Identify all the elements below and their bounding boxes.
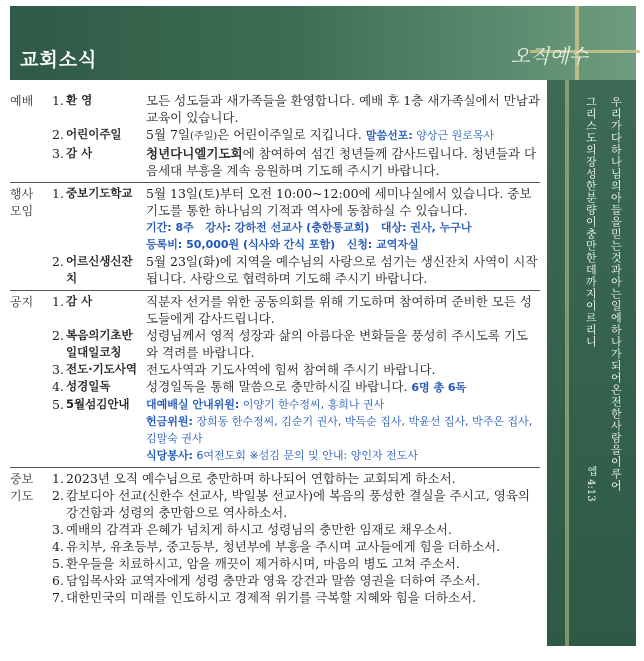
list-item: 4. 성경일독 성경일독을 통해 말씀으로 충만하시길 바랍니다. 6명 총 6독 xyxy=(52,378,540,396)
scripture-line-1: 우리가다하나님의아들을믿는것과아는일에하나가되어온전한사람을이루어 xyxy=(609,96,623,492)
item-label: 감 사 xyxy=(66,146,93,160)
section-events xyxy=(10,183,540,291)
list-item: 2. 어르신생신잔치 5월 23일(화)에 지역을 예수님의 사랑으로 섬기는 생신잔치 사역이 시작됩니다. 사랑으로 협력하며 기도해 주시기 바랍니다. xyxy=(52,253,540,287)
list-item: 3. 예배의 감격과 은혜가 넘치게 하시고 성령님의 충만한 임재로 채우소서. xyxy=(52,522,452,537)
list-item: 6. 담임목사와 교역자에게 성령 충만과 영육 강건과 말씀 영권을 더하여 주소서. xyxy=(52,573,481,588)
item-text: 모든 성도들과 새가족들을 환영합니다. 예배 후 1층 새가족실에서 만남과 교육이 있습니다. xyxy=(146,93,540,125)
cross-decoration-vertical xyxy=(565,80,569,646)
item-text: 5월 7일(주일)은 어린이주일로 지킵니다. 말씀선포: 양상근 원로목사 xyxy=(146,127,495,142)
list-item: 3. 감 사 청년다니엘기도회에 참여하여 섬긴 청년들께 감사드립니다. 청년들과 다음세대 부흥을 계속 응원하며 기도해 주시기 바랍니다. xyxy=(52,145,540,179)
item-details: 기간: 8주 강사: 강하전 선교사 (충한통교회) 대상: 권사, 누구나 xyxy=(146,221,472,234)
item-details: 등록비: 50,000원 (식사와 간식 포함) 신청: 교역자실 xyxy=(146,238,419,251)
prayer-list xyxy=(52,470,540,606)
item-label: 중보기도학교 xyxy=(66,186,133,200)
item-text: 성경일독을 통해 말씀으로 충만하시길 바랍니다. 6명 총 6독 xyxy=(146,379,467,394)
item-text: 5월 13일(토)부터 오전 10:00~12:00에 세미나실에서 있습니다. 중보기도를 통한 하나님의 기적과 역사에 동참하실 수 있습니다. xyxy=(146,186,532,218)
service-ushers: 대예배실 안내위원: 이양기 한수정씨, 홍희나 권사 xyxy=(146,398,385,411)
item-label: 복음의기초반 일대일코칭 xyxy=(66,328,133,359)
item-text: 성령님께서 영적 성장과 삶의 아름다운 변화들을 풍성히 주시도록 기도와 격려를 바랍니다. xyxy=(146,328,528,360)
item-text: 청년다니엘기도회에 참여하여 섬긴 청년들께 감사드립니다. 청년들과 다음세대 부흥을 계속 응원하며 기도해 주시기 바랍니다. xyxy=(146,146,537,178)
item-label: 5월섬김안내 xyxy=(66,397,130,411)
item-text: 5월 23일(화)에 지역을 예수님의 사랑으로 섬기는 생신잔치 사역이 시작됩니다. 사랑으로 협력하며 기도해 주시기 바랍니다. xyxy=(146,254,538,286)
section-prayer xyxy=(10,468,540,609)
list-item: 1. 환 영 모든 성도들과 새가족들을 환영합니다. 예배 후 1층 새가족실에서 만남과 교육이 있습니다. xyxy=(52,93,540,125)
list-item: 5. 5월섬김안내 대예배실 안내위원: 이양기 한수정씨, 홍희나 권사 헌금위원: 장희동 한수정씨, 김순기 권사, 박득순 집사, 박윤선 집사, 박주은 집사, 김말숙 권사 식당봉사: 6여전도회 ※섬김 문의 및 안내: 양인자 전도사 xyxy=(52,396,540,464)
item-text: 전도사역과 기도사역에 힘써 참여해 주시기 바랍니다. xyxy=(146,362,436,377)
item-text: 직분자 선거를 위한 공동의회를 위해 기도하며 참여하며 준비한 모든 성도들에게 감사드립니다. xyxy=(146,294,532,326)
announcements xyxy=(10,90,540,609)
item-label: 전도·기도사역 xyxy=(66,362,138,376)
list-item: 2. 어린이주일 5월 7일(주일)은 어린이주일로 지킵니다. 말씀선포: 양상근 원로목사 xyxy=(52,126,540,145)
scripture-line-2: 그리스도의장성한분량이충만한데까지이르리니 xyxy=(584,96,598,348)
list-item: 7. 대한민국의 미래를 인도하시고 경제적 위기를 극복할 지혜와 힘을 더하소서. xyxy=(52,590,477,605)
list-item: 1. 2023년 오직 예수님으로 충만하며 하나되어 연합하는 교회되게 하소서. xyxy=(52,471,456,486)
section-label: 중보 기도 xyxy=(10,472,34,503)
item-label: 성경일독 xyxy=(66,379,111,393)
list-item: 2. 복음의기초반 일대일코칭 성령님께서 영적 성장과 삶의 아름다운 변화들을 풍성히 주시도록 기도와 격려를 바랍니다. xyxy=(52,327,540,361)
list-item: 1. 감 사 직분자 선거를 위한 공동의회를 위해 기도하며 참여하며 준비한 모든 성도들에게 감사드립니다. xyxy=(52,293,540,327)
logo-text: 오직예수 xyxy=(510,44,588,68)
list-item: 2. 캄보디아 선교(신한수 선교사, 박일봉 선교사)에 복음의 풍성한 결실을 주시고, 영육의 강건함과 성령의 충만함으로 역사하소서. xyxy=(52,488,531,520)
item-label: 환 영 xyxy=(66,93,93,107)
section-label: 공지 xyxy=(10,295,34,309)
section-label: 행사 모임 xyxy=(10,187,34,218)
page-title: 교회소식 xyxy=(20,49,98,71)
section-label: 예배 xyxy=(10,94,34,108)
list-item: 4. 유치부, 유초등부, 중고등부, 청년부에 부흥을 주시며 교사들에게 힘을 더하소서. xyxy=(52,539,501,554)
list-item: 3. 전도·기도사역 전도사역과 기도사역에 힘써 참여해 주시기 바랍니다. xyxy=(52,361,540,378)
service-kitchen: 식당봉사: 6여전도회 ※섬김 문의 및 안내: 양인자 전도사 xyxy=(146,449,418,462)
scripture-reference: 엡 4:13 xyxy=(585,466,596,502)
section-worship xyxy=(10,90,540,183)
list-item: 5. 환우들을 치료하시고, 암을 깨끗이 제거하시며, 마음의 병도 고쳐 주소서. xyxy=(52,556,460,571)
item-label: 어르신생신잔치 xyxy=(66,254,133,285)
item-label: 어린이주일 xyxy=(66,127,122,141)
service-offering: 헌금위원: 장희동 한수정씨, 김순기 권사, 박득순 집사, 박윤선 집사, 박주은 집사, 김말숙 권사 xyxy=(146,415,533,445)
section-notice xyxy=(10,291,540,468)
scripture-sidebar xyxy=(547,80,636,646)
list-item: 1. 중보기도학교 5월 13일(토)부터 오전 10:00~12:00에 세미나실에서 있습니다. 중보기도를 통한 하나님의 기적과 역사에 동참하실 수 있습니다. 기간: 8주 강사: 강하전 선교사 (충한통교회) 대상: 권사, 누구나 등록비: 50,000원 (식사와 간식 포함) 신청: 교역자실 xyxy=(52,185,540,253)
header-banner xyxy=(10,6,636,80)
item-label: 감 사 xyxy=(66,294,93,308)
